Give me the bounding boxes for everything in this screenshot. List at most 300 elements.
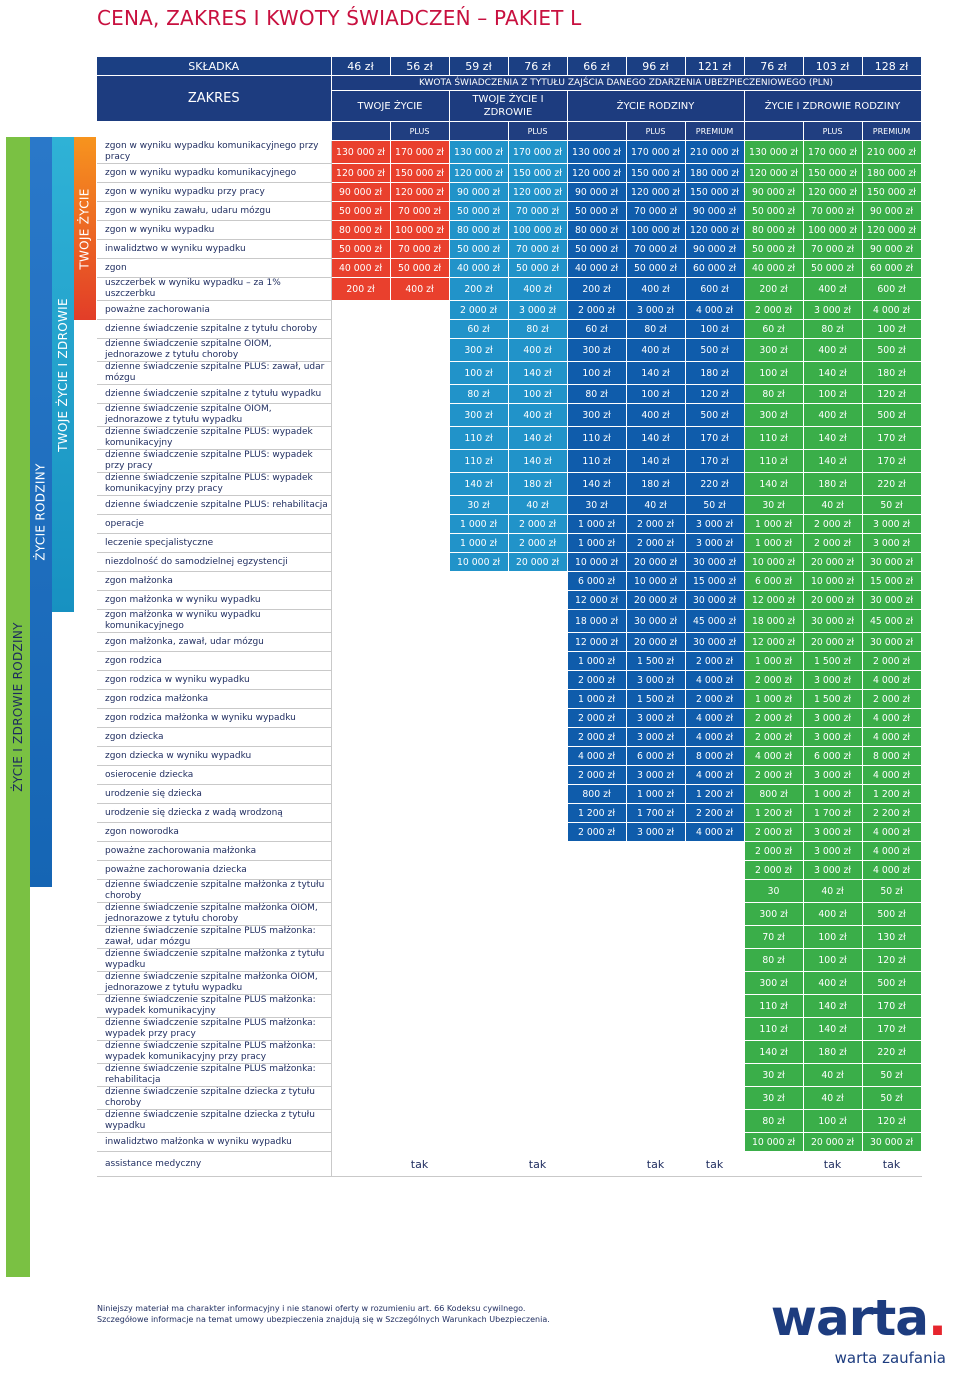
table-row (97, 141, 921, 164)
value-cell: 2 000 zł (744, 766, 803, 785)
value-cell (567, 1041, 626, 1064)
value-cell: 45 000 zł (685, 610, 744, 633)
value-cell: 50 zł (862, 880, 921, 903)
value-cell: 1 000 zł (744, 515, 803, 534)
value-cell (390, 534, 449, 553)
value-cell: 500 zł (862, 903, 921, 926)
value-cell (390, 450, 449, 473)
value-cell (685, 1018, 744, 1041)
value-cell (685, 949, 744, 972)
value-cell: 400 zł (626, 404, 685, 427)
value-cell (331, 572, 390, 591)
value-cell: 15 000 zł (862, 572, 921, 591)
value-cell: 170 zł (862, 427, 921, 450)
value-cell (390, 1064, 449, 1087)
value-cell (567, 903, 626, 926)
variant-cell (449, 122, 508, 141)
table-row (97, 804, 921, 823)
value-cell (567, 842, 626, 861)
price-cell: 121 zł (685, 57, 744, 76)
row-label: niezdolność do samodzielnej egzystencji (97, 553, 331, 572)
empty-cell (97, 122, 331, 141)
value-cell (449, 785, 508, 804)
table-row (97, 339, 921, 362)
value-cell (508, 1133, 567, 1152)
value-cell: 2 000 zł (567, 301, 626, 320)
value-cell (508, 709, 567, 728)
value-cell (626, 1087, 685, 1110)
value-cell: 40 zł (803, 880, 862, 903)
value-cell: 120 000 zł (390, 183, 449, 202)
value-cell: 140 zł (744, 473, 803, 496)
row-label: urodzenie się dziecka (97, 785, 331, 804)
value-cell (508, 610, 567, 633)
value-cell: 140 zł (744, 1041, 803, 1064)
value-cell: 220 zł (862, 473, 921, 496)
side-bar-zycie-i-zdrowie-rodziny: ŻYCIE I ZDROWIE RODZINY (6, 137, 30, 1277)
value-cell (449, 823, 508, 842)
value-cell (626, 1133, 685, 1152)
value-cell: 2 000 zł (508, 534, 567, 553)
value-cell: 180 zł (626, 473, 685, 496)
value-cell (331, 591, 390, 610)
value-cell: 170 000 zł (803, 141, 862, 164)
value-cell: 300 zł (449, 404, 508, 427)
value-cell (449, 995, 508, 1018)
value-cell (449, 972, 508, 995)
value-cell: 2 000 zł (626, 515, 685, 534)
value-cell (331, 385, 390, 404)
value-cell (449, 861, 508, 880)
value-cell: 1 700 zł (803, 804, 862, 823)
value-cell: 110 zł (744, 995, 803, 1018)
value-cell: 2 000 zł (508, 515, 567, 534)
value-cell: 220 zł (685, 473, 744, 496)
variant-cell (744, 122, 803, 141)
row-label: dzienne świadczenie szpitalne PLUS małżonka: rehabilitacja (97, 1064, 331, 1087)
row-label: zgon (97, 259, 331, 278)
value-cell: 1 000 zł (744, 652, 803, 671)
value-cell: 10 000 zł (803, 572, 862, 591)
value-cell (685, 1133, 744, 1152)
value-cell (390, 728, 449, 747)
value-cell: 140 zł (508, 450, 567, 473)
value-cell: 1 000 zł (567, 690, 626, 709)
value-cell: 20 000 zł (508, 553, 567, 572)
table-row (97, 320, 921, 339)
value-cell: 2 000 zł (803, 534, 862, 553)
skladka-label: SKŁADKA (97, 57, 331, 76)
value-cell: 90 000 zł (862, 240, 921, 259)
value-cell (390, 496, 449, 515)
value-cell (331, 1064, 390, 1087)
row-label: zgon w wyniku wypadku komunikacyjnego (97, 164, 331, 183)
row-label: poważne zachorowania dziecka (97, 861, 331, 880)
value-cell (331, 880, 390, 903)
value-cell: 3 000 zł (626, 766, 685, 785)
value-cell: 100 zł (508, 385, 567, 404)
value-cell (390, 903, 449, 926)
value-cell: 100 zł (449, 362, 508, 385)
value-cell: 3 000 zł (803, 842, 862, 861)
value-cell: 1 000 zł (567, 652, 626, 671)
table-row (97, 690, 921, 709)
value-cell: 2 000 zł (744, 861, 803, 880)
value-cell: 150 000 zł (685, 183, 744, 202)
value-cell (685, 1110, 744, 1133)
value-cell: 2 000 zł (626, 534, 685, 553)
row-label: zgon rodzica (97, 652, 331, 671)
value-cell (626, 842, 685, 861)
value-cell: 90 000 zł (685, 240, 744, 259)
value-cell (685, 1064, 744, 1087)
table-row (97, 861, 921, 880)
value-cell: 1 000 zł (744, 534, 803, 553)
value-cell (626, 1064, 685, 1087)
value-cell: 140 zł (803, 995, 862, 1018)
value-cell (449, 572, 508, 591)
value-cell: 110 zł (744, 427, 803, 450)
row-label: zgon dziecka (97, 728, 331, 747)
group-zycie-i-zdrowie-rodziny: ŻYCIE I ZDROWIE RODZINY (744, 91, 921, 122)
value-cell: 130 000 zł (449, 141, 508, 164)
value-cell (390, 926, 449, 949)
group-twoje-zycie-i-zdrowie: TWOJE ŻYCIE I ZDROWIE (449, 91, 567, 122)
value-cell (449, 804, 508, 823)
value-cell (626, 880, 685, 903)
value-cell: 60 zł (567, 320, 626, 339)
value-cell (390, 995, 449, 1018)
value-cell (390, 1110, 449, 1133)
value-cell (567, 1087, 626, 1110)
value-cell: 3 000 zł (685, 515, 744, 534)
value-cell (449, 1110, 508, 1133)
value-cell (331, 995, 390, 1018)
variant-cell (567, 122, 626, 141)
value-cell (331, 473, 390, 496)
value-cell: 20 000 zł (626, 553, 685, 572)
value-cell: 60 000 zł (862, 259, 921, 278)
variant-cell (331, 122, 390, 141)
table-row (97, 515, 921, 534)
value-cell (331, 610, 390, 633)
value-cell (331, 362, 390, 385)
value-cell: 4 000 zł (862, 728, 921, 747)
value-cell (331, 450, 390, 473)
value-cell: 4 000 zł (567, 747, 626, 766)
value-cell: 500 zł (862, 972, 921, 995)
variant-cell: PLUS (508, 122, 567, 141)
value-cell (449, 1018, 508, 1041)
value-cell: 4 000 zł (862, 823, 921, 842)
value-cell (390, 633, 449, 652)
value-cell (390, 785, 449, 804)
value-cell (331, 320, 390, 339)
row-label: zgon rodzica w wyniku wypadku (97, 671, 331, 690)
value-cell (390, 320, 449, 339)
value-cell: 100 zł (862, 320, 921, 339)
value-cell: 140 zł (567, 473, 626, 496)
value-cell: 4 000 zł (685, 766, 744, 785)
value-cell (567, 972, 626, 995)
row-label: dzienne świadczenie szpitalne PLUS małżonka: wypadek komunikacyjny (97, 995, 331, 1018)
value-cell (567, 995, 626, 1018)
value-cell: 30 000 zł (803, 610, 862, 633)
value-cell: 150 000 zł (803, 164, 862, 183)
variant-cell: PREMIUM (862, 122, 921, 141)
value-cell (449, 652, 508, 671)
value-cell: 110 zł (449, 450, 508, 473)
value-cell: 140 zł (449, 473, 508, 496)
value-cell: 130 zł (862, 926, 921, 949)
value-cell: 120 000 zł (331, 164, 390, 183)
value-cell (331, 1018, 390, 1041)
logo-brand: warta. (770, 1289, 946, 1347)
side-bar-zycie-rodziny: ŻYCIE RODZINY (30, 137, 52, 887)
row-label: leczenie specjalistyczne (97, 534, 331, 553)
row-label: dzienne świadczenie szpitalne małżonka OIOM, jednorazowe z tytułu choroby (97, 903, 331, 926)
value-cell: 140 zł (803, 1018, 862, 1041)
value-cell: tak (508, 1152, 567, 1177)
price-cell: 66 zł (567, 57, 626, 76)
value-cell: 100 zł (626, 385, 685, 404)
value-cell: 2 000 zł (567, 728, 626, 747)
value-cell: 50 zł (685, 496, 744, 515)
value-cell (508, 926, 567, 949)
value-cell (508, 690, 567, 709)
table-row (97, 1087, 921, 1110)
value-cell: 150 000 zł (390, 164, 449, 183)
value-cell: 140 zł (803, 427, 862, 450)
value-cell: 3 000 zł (862, 534, 921, 553)
value-cell: 3 000 zł (626, 301, 685, 320)
value-cell: 100 zł (803, 949, 862, 972)
value-cell: 40 000 zł (567, 259, 626, 278)
value-cell: 120 zł (862, 385, 921, 404)
value-cell: 170 000 zł (508, 141, 567, 164)
value-cell: 90 000 zł (449, 183, 508, 202)
value-cell: 2 000 zł (744, 842, 803, 861)
value-cell: 80 000 zł (449, 221, 508, 240)
value-cell: 40 zł (803, 1087, 862, 1110)
value-cell (449, 1152, 508, 1177)
value-cell: 15 000 zł (685, 572, 744, 591)
row-label: operacje (97, 515, 331, 534)
value-cell: 170 zł (862, 450, 921, 473)
value-cell (331, 404, 390, 427)
value-cell: 12 000 zł (567, 633, 626, 652)
value-cell (567, 1152, 626, 1177)
value-cell (567, 1064, 626, 1087)
value-cell (567, 861, 626, 880)
value-cell: 12 000 zł (744, 633, 803, 652)
value-cell: 400 zł (508, 278, 567, 301)
value-cell: 500 zł (685, 339, 744, 362)
value-cell (390, 610, 449, 633)
value-cell: 80 000 zł (567, 221, 626, 240)
row-label: inwalidztwo małżonka w wyniku wypadku (97, 1133, 331, 1152)
value-cell: tak (803, 1152, 862, 1177)
value-cell: 200 zł (449, 278, 508, 301)
value-cell (449, 1041, 508, 1064)
value-cell (508, 949, 567, 972)
table-row (97, 842, 921, 861)
side-bar-twoje-zycie: TWOJE ŻYCIE (74, 137, 96, 320)
value-cell: 80 zł (744, 1110, 803, 1133)
value-cell: 4 000 zł (685, 671, 744, 690)
value-cell: 120 000 zł (862, 221, 921, 240)
value-cell (390, 690, 449, 709)
value-cell: 80 zł (508, 320, 567, 339)
value-cell (331, 301, 390, 320)
value-cell (449, 949, 508, 972)
value-cell: 40 zł (803, 496, 862, 515)
table-row (97, 427, 921, 450)
value-cell: 220 zł (862, 1041, 921, 1064)
value-cell: 150 000 zł (508, 164, 567, 183)
warta-logo (770, 1289, 946, 1367)
value-cell (390, 1087, 449, 1110)
value-cell: 3 000 zł (803, 671, 862, 690)
value-cell (390, 591, 449, 610)
value-cell: 30 000 zł (626, 610, 685, 633)
table-row (97, 610, 921, 633)
value-cell: 100 zł (744, 362, 803, 385)
zakres-label: ZAKRES (97, 76, 331, 122)
table-row (97, 823, 921, 842)
value-cell (449, 1064, 508, 1087)
value-cell: 140 zł (626, 427, 685, 450)
value-cell (331, 823, 390, 842)
value-cell: 120 000 zł (508, 183, 567, 202)
value-cell (331, 427, 390, 450)
value-cell: 100 000 zł (626, 221, 685, 240)
row-label: dzienne świadczenie szpitalne PLUS: zawał, udar mózgu (97, 362, 331, 385)
value-cell: 70 000 zł (390, 240, 449, 259)
value-cell: 12 000 zł (567, 591, 626, 610)
value-cell: 180 zł (803, 473, 862, 496)
value-cell: 40 zł (626, 496, 685, 515)
table-row (97, 164, 921, 183)
value-cell: 2 000 zł (744, 728, 803, 747)
value-cell (567, 926, 626, 949)
row-label: dzienne świadczenie szpitalne z tytułu choroby (97, 320, 331, 339)
value-cell: 4 000 zł (685, 301, 744, 320)
kwota-label: KWOTA ŚWIADCZENIA Z TYTUŁU ZAJŚCIA DANEGO ZDARZENIA UBEZPIECZENIOWEGO (PLN) (331, 76, 921, 91)
value-cell: 200 zł (744, 278, 803, 301)
value-cell (390, 972, 449, 995)
variant-cell: PLUS (390, 122, 449, 141)
value-cell: 50 000 zł (508, 259, 567, 278)
value-cell: 80 zł (449, 385, 508, 404)
kwota-row (97, 76, 921, 91)
value-cell: 10 000 zł (744, 1133, 803, 1152)
value-cell: 2 200 zł (685, 804, 744, 823)
value-cell: 80 zł (744, 385, 803, 404)
value-cell: 12 000 zł (744, 591, 803, 610)
value-cell (449, 610, 508, 633)
value-cell: 10 000 zł (567, 553, 626, 572)
table-row (97, 496, 921, 515)
value-cell (331, 553, 390, 572)
table-row (97, 362, 921, 385)
value-cell: 1 500 zł (626, 690, 685, 709)
value-cell: 30 000 zł (862, 591, 921, 610)
value-cell (390, 842, 449, 861)
value-cell (331, 842, 390, 861)
value-cell: 30 zł (744, 1064, 803, 1087)
value-cell: 100 000 zł (390, 221, 449, 240)
value-cell (331, 339, 390, 362)
value-cell: 2 000 zł (744, 823, 803, 842)
value-cell: 30 (744, 880, 803, 903)
table-row (97, 202, 921, 221)
value-cell: 400 zł (626, 339, 685, 362)
value-cell (390, 823, 449, 842)
variants-row (97, 122, 921, 141)
value-cell: 1 700 zł (626, 804, 685, 823)
value-cell: 130 000 zł (744, 141, 803, 164)
value-cell (508, 823, 567, 842)
value-cell: tak (626, 1152, 685, 1177)
value-cell: 2 000 zł (862, 652, 921, 671)
value-cell: 50 000 zł (744, 240, 803, 259)
row-label: dzienne świadczenie szpitalne PLUS małżonka: zawał, udar mózgu (97, 926, 331, 949)
value-cell: tak (390, 1152, 449, 1177)
value-cell: 400 zł (803, 278, 862, 301)
table-row (97, 766, 921, 785)
value-cell (449, 766, 508, 785)
value-cell: 600 zł (862, 278, 921, 301)
value-cell (390, 385, 449, 404)
group-twoje-zycie: TWOJE ŻYCIE (331, 91, 449, 122)
value-cell: 400 zł (803, 903, 862, 926)
value-cell (331, 1087, 390, 1110)
value-cell: tak (685, 1152, 744, 1177)
value-cell: 10 000 zł (449, 553, 508, 572)
value-cell: 300 zł (567, 339, 626, 362)
value-cell: 20 000 zł (803, 1133, 862, 1152)
value-cell (685, 972, 744, 995)
row-label: inwalidztwo w wyniku wypadku (97, 240, 331, 259)
value-cell (567, 1018, 626, 1041)
value-cell (508, 972, 567, 995)
value-cell (685, 926, 744, 949)
value-cell: 3 000 zł (803, 728, 862, 747)
page-title: CENA, ZAKRES I KWOTY ŚWIADCZEŃ – PAKIET L (97, 6, 582, 30)
value-cell (331, 633, 390, 652)
row-label: zgon w wyniku zawału, udaru mózgu (97, 202, 331, 221)
value-cell (685, 880, 744, 903)
value-cell: 170 zł (685, 450, 744, 473)
value-cell: tak (862, 1152, 921, 1177)
value-cell: 140 zł (803, 362, 862, 385)
group-zycie-rodziny: ŻYCIE RODZINY (567, 91, 744, 122)
value-cell (390, 427, 449, 450)
value-cell (508, 728, 567, 747)
value-cell (508, 633, 567, 652)
value-cell: 1 000 zł (449, 534, 508, 553)
value-cell: 8 000 zł (862, 747, 921, 766)
logo-tagline: warta zaufania (834, 1349, 946, 1367)
value-cell: 110 zł (567, 427, 626, 450)
footer-line: Niniejszy materiał ma charakter informacyjny i nie stanowi oferty w rozumieniu art. 66 Kodeksu cywilnego. (97, 1304, 526, 1313)
value-cell: 50 000 zł (331, 240, 390, 259)
value-cell (508, 861, 567, 880)
value-cell: 300 zł (567, 404, 626, 427)
value-cell (449, 728, 508, 747)
value-cell: 140 zł (508, 362, 567, 385)
